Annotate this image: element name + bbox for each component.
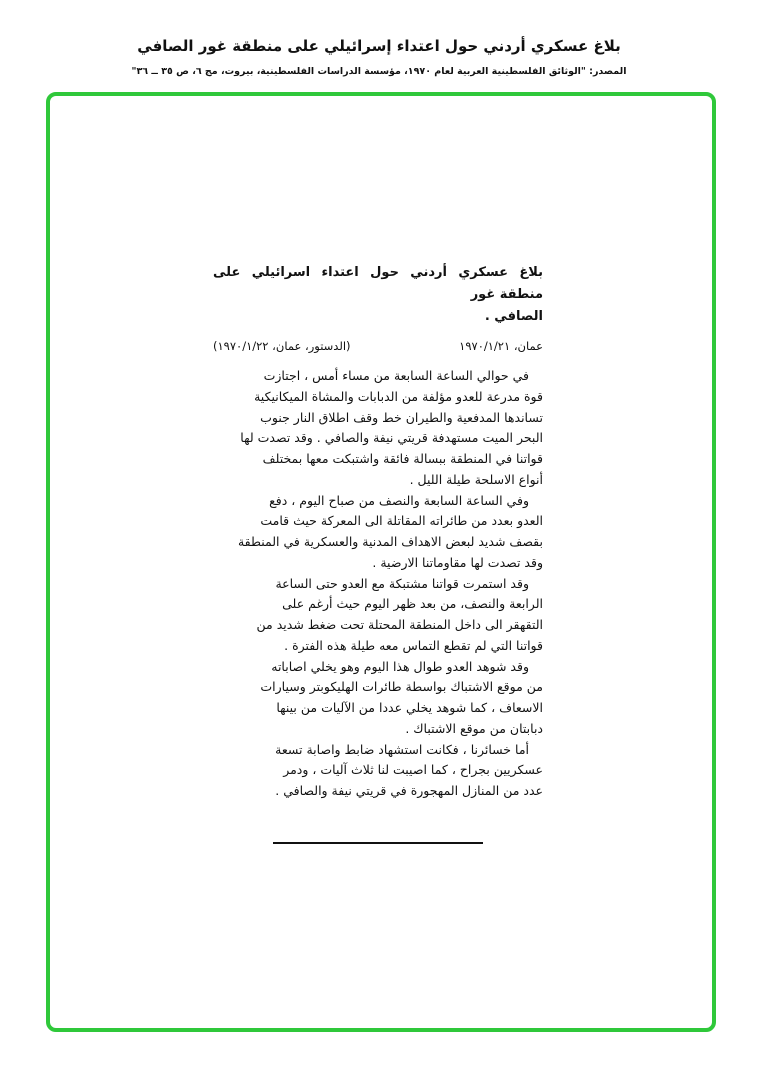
paragraph [213, 740, 543, 802]
paragraph-line: تساندها المدفعية والطيران خط وقف اطلاق النار جنوب [260, 409, 543, 425]
paragraph-line: وقد استمرت قواتنا مشتبكة مع العدو حتى الساعة [275, 575, 529, 591]
dateline: عمان، ١٩٧٠/١/٢١ [459, 339, 543, 353]
paragraph-line: من موقع الاشتباك بواسطة طائرات الهليكوبتر وسيارات [260, 679, 543, 695]
end-rule [273, 842, 483, 844]
paragraph [213, 657, 543, 740]
paragraph [213, 491, 543, 574]
page-title: بلاغ عسكري أردني حول اعتداء إسرائيلي على منطقة غور الصافي [137, 37, 621, 55]
paragraph-line: في حوالي الساعة السابعة من مساء أمس ، اجتازت [263, 368, 529, 383]
paragraph-line: وقد شوهد العدو طوال هذا اليوم وهو يخلي اصاباته [271, 658, 529, 674]
source-citation: المصدر: "الوثائق الفلسطينية العربية لعام ١٩٧٠، مؤسسة الدراسات الفلسطينية، بيروت، مج ٦، ص ٣٥ ــ ٣٦" [131, 66, 627, 77]
paragraph-line: وقد تصدت لها مقاوماتنا الارضية . [372, 554, 543, 570]
paragraph-line: قوة مدرعة للعدو مؤلفة من الدبابات والمشاة الميكانيكية [254, 388, 543, 404]
paragraph-line: وفي الساعة السابعة والنصف من صباح اليوم ، دفع [269, 492, 529, 508]
document-title-line: بلاغ عسكري أردني حول اعتداء اسرائيلي على منطقة غور [213, 265, 543, 302]
paragraph [213, 366, 543, 491]
paragraph-line: الرابعة والنصف، من بعد ظهر اليوم حيث أرغم على [282, 596, 543, 612]
scanned-document [213, 262, 543, 844]
document-title-line: الصافي . [484, 309, 543, 324]
paragraph-line: بقصف شديد لبعض الاهداف المدنية والعسكرية في المنطقة [237, 534, 543, 549]
paragraph-line: أنواع الاسلحة طيلة الليل . [409, 471, 543, 487]
paragraph [213, 574, 543, 657]
paragraph-line: قواتنا التي لم تقطع التماس معه طيلة هذه الفترة . [284, 637, 543, 653]
paragraph-line: الاسعاف ، كما شوهد يخلي عددا من الآليات من بينها [276, 700, 543, 715]
document-body [213, 366, 543, 802]
paragraph-line: دبابتان من موقع الاشتباك . [405, 720, 543, 736]
newspaper-citation: (الدستور، عمان، ١٩٧٠/١/٢٢) [213, 339, 351, 353]
dateline-row [213, 336, 543, 356]
paragraph-line: العدو بعدد من طائراته المقاتلة الى المعركة حيث قامت [260, 513, 543, 529]
paragraph-line: قواتنا في المنطقة ببسالة فائقة واشتبكت معها بمختلف [262, 451, 543, 466]
paragraph-line: التقهقر الى داخل المنطقة المحتلة تحت ضغط شديد من [256, 617, 543, 632]
paragraph-line: البحر الميت مستهدفة قريتي نيفة والصافي . وقد تصدت لها [240, 430, 543, 446]
paragraph-line: عدد من المنازل المهجورة في قريتي نيفة والصافي . [275, 783, 543, 798]
paragraph-line: عسكريين بجراح ، كما اصيبت لنا ثلاث آليات ، ودمر [283, 762, 543, 778]
paragraph-line: أما خسائرنا ، فكانت استشهاد ضابط واصابة تسعة [275, 741, 529, 757]
